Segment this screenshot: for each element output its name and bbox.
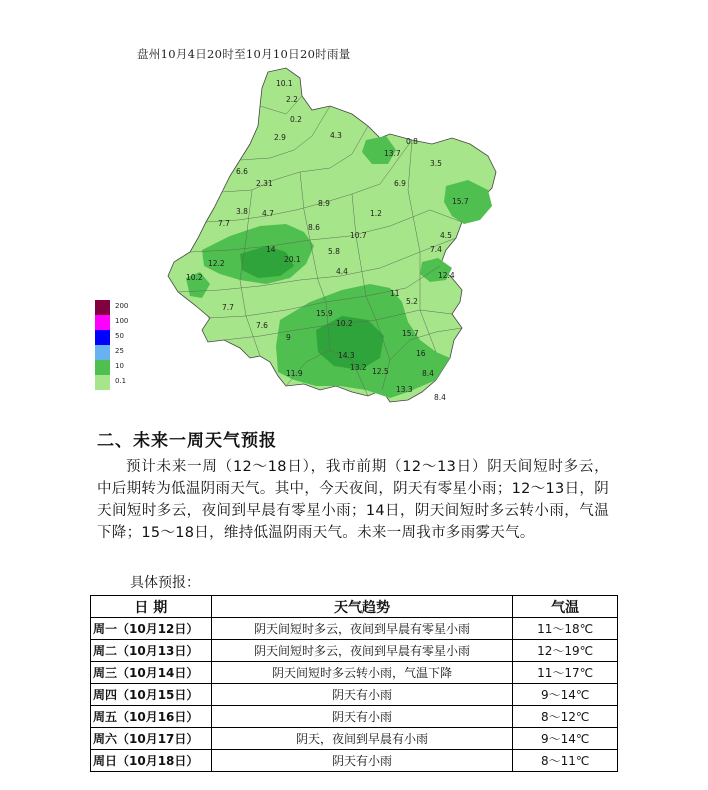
station-value: 10.2 — [186, 273, 203, 282]
station-value: 13.2 — [350, 363, 367, 372]
station-value: 6.6 — [236, 167, 248, 176]
station-value: 5.2 — [406, 297, 418, 306]
cell-temp: 8～12℃ — [513, 706, 618, 728]
station-value: 13.7 — [384, 149, 401, 158]
station-value: 2.2 — [286, 95, 298, 104]
cell-date: 周五（10月16日） — [91, 706, 212, 728]
table-row — [91, 618, 618, 640]
forecast-table — [90, 595, 618, 772]
station-value: 7.6 — [256, 321, 268, 330]
station-value: 11 — [390, 289, 400, 298]
station-value: 14 — [266, 245, 276, 254]
legend-swatch — [95, 330, 110, 345]
station-value: 4.5 — [440, 231, 452, 240]
legend-label: 100 — [115, 317, 129, 325]
legend-swatch — [95, 315, 110, 330]
station-value: 10.2 — [336, 319, 353, 328]
cell-date: 周日（10月18日） — [91, 750, 212, 772]
station-value: 4.3 — [330, 131, 342, 140]
cell-date: 周四（10月15日） — [91, 684, 212, 706]
cell-temp: 8～11℃ — [513, 750, 618, 772]
station-value: 7.7 — [222, 303, 234, 312]
rainfall-map-svg — [90, 40, 550, 410]
legend-label: 50 — [115, 332, 124, 340]
station-value: 15.7 — [452, 197, 469, 206]
station-value: 14.3 — [338, 351, 355, 360]
station-value: 3.8 — [236, 207, 248, 216]
station-value: 7.4 — [430, 245, 442, 254]
legend-label: 25 — [115, 347, 124, 355]
cell-date: 周六（10月17日） — [91, 728, 212, 750]
cell-temp: 11～18℃ — [513, 618, 618, 640]
station-value: 0.2 — [290, 115, 302, 124]
station-value: 12.5 — [372, 367, 389, 376]
station-value: 1.2 — [370, 209, 382, 218]
legend-swatch — [95, 360, 110, 375]
station-value: 16 — [416, 349, 426, 358]
table-row — [91, 662, 618, 684]
station-value: 6.9 — [394, 179, 406, 188]
section-title: 二、未来一周天气预报 — [97, 431, 277, 451]
station-value: 10.1 — [276, 79, 293, 88]
table-row — [91, 684, 618, 706]
table-row — [91, 706, 618, 728]
station-value: 8.4 — [434, 393, 446, 402]
legend-swatch — [95, 375, 110, 390]
cell-date: 周三（10月14日） — [91, 662, 212, 684]
detail-forecast-label: 具体预报： — [130, 575, 200, 591]
legend-label: 0.1 — [115, 377, 127, 385]
map-title: 盘州10月4日20时至10月10日20时雨量 — [137, 47, 351, 61]
cell-weather: 阴天有小雨 — [211, 706, 513, 728]
legend-swatch — [95, 300, 110, 315]
station-value: 15.9 — [316, 309, 333, 318]
cell-weather: 阴天有小雨 — [211, 684, 513, 706]
station-value: 11.9 — [286, 369, 303, 378]
station-value: 5.8 — [328, 247, 340, 256]
table-row — [91, 728, 618, 750]
station-value: 20.1 — [284, 255, 301, 264]
table-header-row — [91, 596, 618, 618]
cell-weather: 阴天间短时多云，夜间到早晨有零星小雨 — [211, 618, 513, 640]
station-value: 13.3 — [396, 385, 413, 394]
station-value: 4.4 — [336, 267, 348, 276]
header-temp: 气温 — [513, 596, 618, 618]
forecast-paragraph-text: 预计未来一周（12～18日），我市前期（12～13日）阴天间短时多云，中后期转为低温阴雨天气。其中，今天夜间，阴天有零星小雨；12～13日，阴天间短时多云，夜间到早晨有零星小雨；14日，阴天间短时多云转小雨，气温下降；15～18日，维持低温阴雨天气。未来一周我市多雨雾天气。 — [97, 459, 609, 541]
cell-weather: 阴天有小雨 — [211, 750, 513, 772]
station-value: 10.7 — [350, 231, 367, 240]
legend-label: 200 — [115, 302, 129, 310]
station-value: 12.4 — [438, 271, 455, 280]
cell-temp: 9～14℃ — [513, 728, 618, 750]
header-date: 日 期 — [91, 596, 212, 618]
cell-weather: 阴天间短时多云，夜间到早晨有零星小雨 — [211, 640, 513, 662]
station-value: 3.5 — [430, 159, 442, 168]
station-value: 2.9 — [274, 133, 286, 142]
cell-weather: 阴天，夜间到早晨有小雨 — [211, 728, 513, 750]
legend-label: 10 — [115, 362, 124, 370]
station-value: 0.8 — [406, 137, 418, 146]
cell-weather: 阴天间短时多云转小雨，气温下降 — [211, 662, 513, 684]
header-weather: 天气趋势 — [211, 596, 513, 618]
table-row — [91, 750, 618, 772]
station-value: 4.7 — [262, 209, 274, 218]
cell-temp: 12～19℃ — [513, 640, 618, 662]
station-value: 7.7 — [218, 219, 230, 228]
forecast-paragraph — [97, 456, 609, 544]
station-value: 15.7 — [402, 329, 419, 338]
cell-date: 周一（10月12日） — [91, 618, 212, 640]
rainfall-map — [90, 40, 550, 410]
station-value: 8.4 — [422, 369, 434, 378]
station-value: 2.31 — [256, 179, 273, 188]
station-value: 9 — [286, 333, 291, 342]
table-row — [91, 640, 618, 662]
station-value: 8.6 — [308, 223, 320, 232]
station-value: 8.9 — [318, 199, 330, 208]
legend-swatch — [95, 345, 110, 360]
cell-date: 周二（10月13日） — [91, 640, 212, 662]
cell-temp: 9～14℃ — [513, 684, 618, 706]
station-value: 12.2 — [208, 259, 225, 268]
cell-temp: 11～17℃ — [513, 662, 618, 684]
